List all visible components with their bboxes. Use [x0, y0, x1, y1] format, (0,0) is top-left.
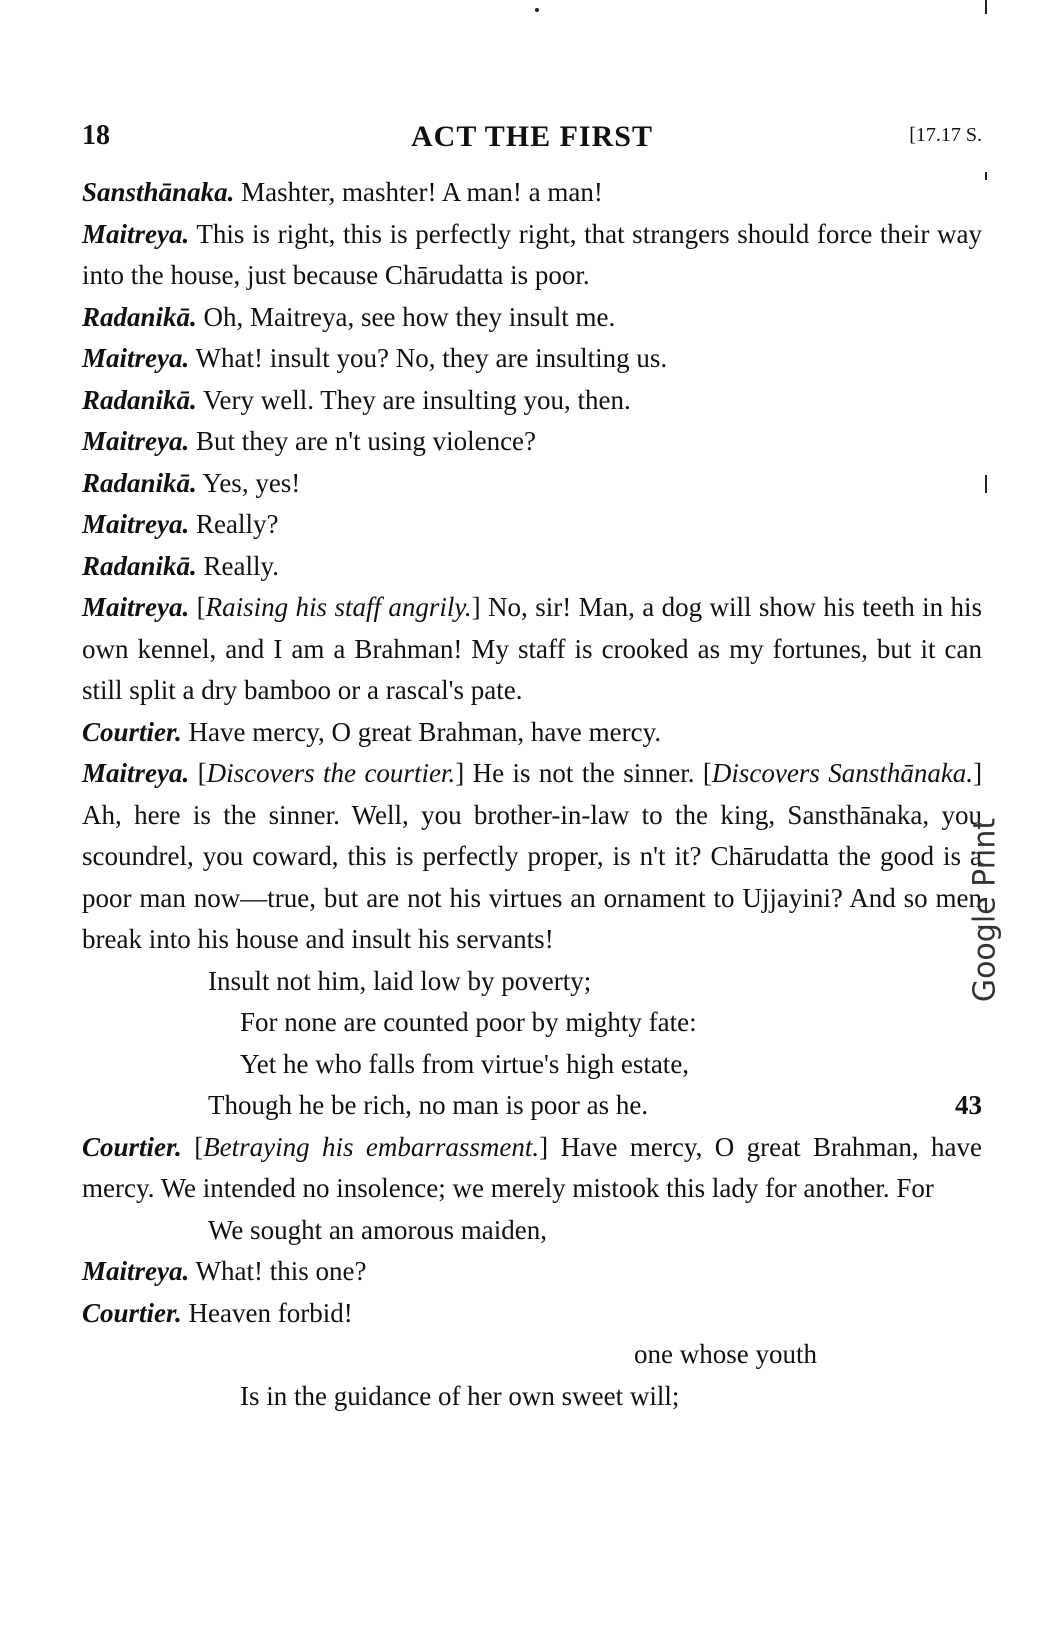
bracket: ]: [455, 758, 465, 788]
scan-dot-mark: [535, 8, 539, 12]
bracket: [: [194, 1131, 204, 1162]
speaker-name: Radanikā.: [82, 550, 197, 581]
stage-direction: Discovers Sansthānaka.: [711, 758, 974, 788]
stage-direction: Discovers the courtier.: [206, 758, 456, 788]
dialogue-block: [82, 1127, 982, 1210]
dialogue-paragraph: [82, 297, 982, 339]
dialogue-paragraph: [82, 504, 982, 546]
speaker-name: Maitreya.: [82, 343, 190, 373]
verse-line: Insult not him, laid low by poverty;: [208, 965, 592, 996]
dialogue-paragraph: [82, 546, 982, 588]
dialogue-text: What! this one?: [195, 1256, 367, 1286]
verse-line: For none are counted poor by mighty fate:: [240, 1007, 697, 1037]
verse-line: Though he be rich, no man is poor as he. 43: [82, 1085, 982, 1127]
running-title: ACT THE FIRST: [411, 120, 653, 153]
speaker-name: Courtier.: [82, 1131, 182, 1162]
stage-direction: Raising his staff angrily.: [205, 592, 472, 622]
page-header: [82, 120, 982, 160]
dialogue-paragraph: [82, 1127, 982, 1210]
dialogue-text: Ah, here is the sinner. Well, you brother-in-law to the king, Sansthānaka, you scoundrel, you coward, this is perfectly proper, is n't it? Chārudatta the good is a poor man now—true, but are not his virtues an ornament to Ujjayini? And so men break into his house and insult his servants!: [82, 799, 982, 954]
dialogue-paragraph: [82, 753, 982, 961]
verse-line: Is in the guidance of her own sweet will;: [240, 1380, 680, 1411]
dialogue-text: Have mercy, O great Brahman, have mercy. We intended no insolence; we merely mistook this lady for another. For: [82, 1131, 983, 1203]
speaker-name: Maitreya.: [82, 1256, 190, 1286]
bracket: ]: [973, 758, 983, 788]
dialogue-block: [82, 1251, 982, 1334]
scan-edge-mark: [985, 172, 987, 180]
dialogue-text: Yes, yes!: [202, 467, 301, 498]
bracket: ]: [539, 1131, 549, 1162]
bracket: [: [196, 592, 206, 622]
scan-edge-mark: [985, 0, 987, 14]
dialogue-paragraph: [82, 1293, 982, 1335]
dialogue-text: But they are n't using violence?: [196, 426, 537, 456]
stage-direction: Betraying his embarrassment.: [203, 1131, 540, 1162]
page-number: 18: [82, 120, 110, 151]
scan-edge-mark: [985, 475, 987, 493]
dialogue-paragraph: [82, 421, 982, 463]
verse-line: We sought an amorous maiden,: [208, 1214, 548, 1245]
speaker-name: Maitreya.: [82, 758, 190, 788]
speaker-name: Maitreya.: [82, 509, 190, 539]
verse-number: 43: [955, 1090, 982, 1120]
verse-stanza-43: [82, 961, 982, 1127]
dialogue-block: [82, 172, 982, 961]
dialogue-text: Mashter, mashter! A man! a man!: [241, 177, 603, 207]
dialogue-paragraph: [82, 380, 982, 422]
bracket: [: [702, 758, 712, 788]
dialogue-text: Heaven forbid!: [188, 1297, 353, 1328]
bracket: [: [197, 758, 207, 788]
bracket: ]: [471, 592, 481, 622]
dialogue-text: Oh, Maitreya, see how they insult me.: [203, 301, 616, 332]
speaker-name: Sansthānaka.: [82, 177, 235, 207]
dialogue-text: Really?: [196, 509, 279, 539]
dialogue-paragraph: [82, 463, 982, 505]
dialogue-paragraph: [82, 214, 982, 297]
book-page: [82, 0, 982, 1636]
verse-line: Yet he who falls from virtue's high estate,: [240, 1048, 690, 1079]
dialogue-paragraph: [82, 1251, 982, 1293]
dialogue-text: He is not the sinner.: [472, 758, 695, 788]
dialogue-text: Have mercy, O great Brahman, have mercy.: [188, 716, 662, 747]
dialogue-text: This is right, this is perfectly right, that strangers should force their way into the house, just because Chārudatta is poor.: [82, 218, 983, 290]
speaker-name: Radanikā.: [82, 384, 197, 415]
speaker-name: Courtier.: [82, 716, 182, 747]
play-text: [82, 172, 982, 1417]
speaker-name: Maitreya.: [82, 592, 190, 622]
dialogue-text: What! insult you? No, they are insulting us.: [195, 343, 668, 373]
section-reference: [17.17 S.: [909, 124, 982, 146]
speaker-name: Courtier.: [82, 1297, 182, 1328]
dialogue-text: No, sir! Man, a dog will show his teeth in his own kennel, and I am a Brahman! My staff is crooked as my fortunes, but it can still split a dry bamboo or a rascal's pate.: [82, 592, 983, 705]
speaker-name: Radanikā.: [82, 467, 197, 498]
speaker-name: Maitreya.: [82, 426, 190, 456]
speaker-name: Maitreya.: [82, 218, 190, 249]
dialogue-text: Very well. They are insulting you, then.: [203, 384, 631, 415]
verse-line: one whose youth: [634, 1339, 817, 1369]
dialogue-paragraph: [82, 172, 982, 214]
dialogue-text: Really.: [203, 550, 280, 581]
speaker-name: Radanikā.: [82, 301, 197, 332]
dialogue-paragraph: [82, 712, 982, 754]
google-print-watermark: Google Print: [967, 817, 1003, 1003]
dialogue-paragraph: [82, 338, 982, 380]
dialogue-paragraph: [82, 587, 982, 712]
